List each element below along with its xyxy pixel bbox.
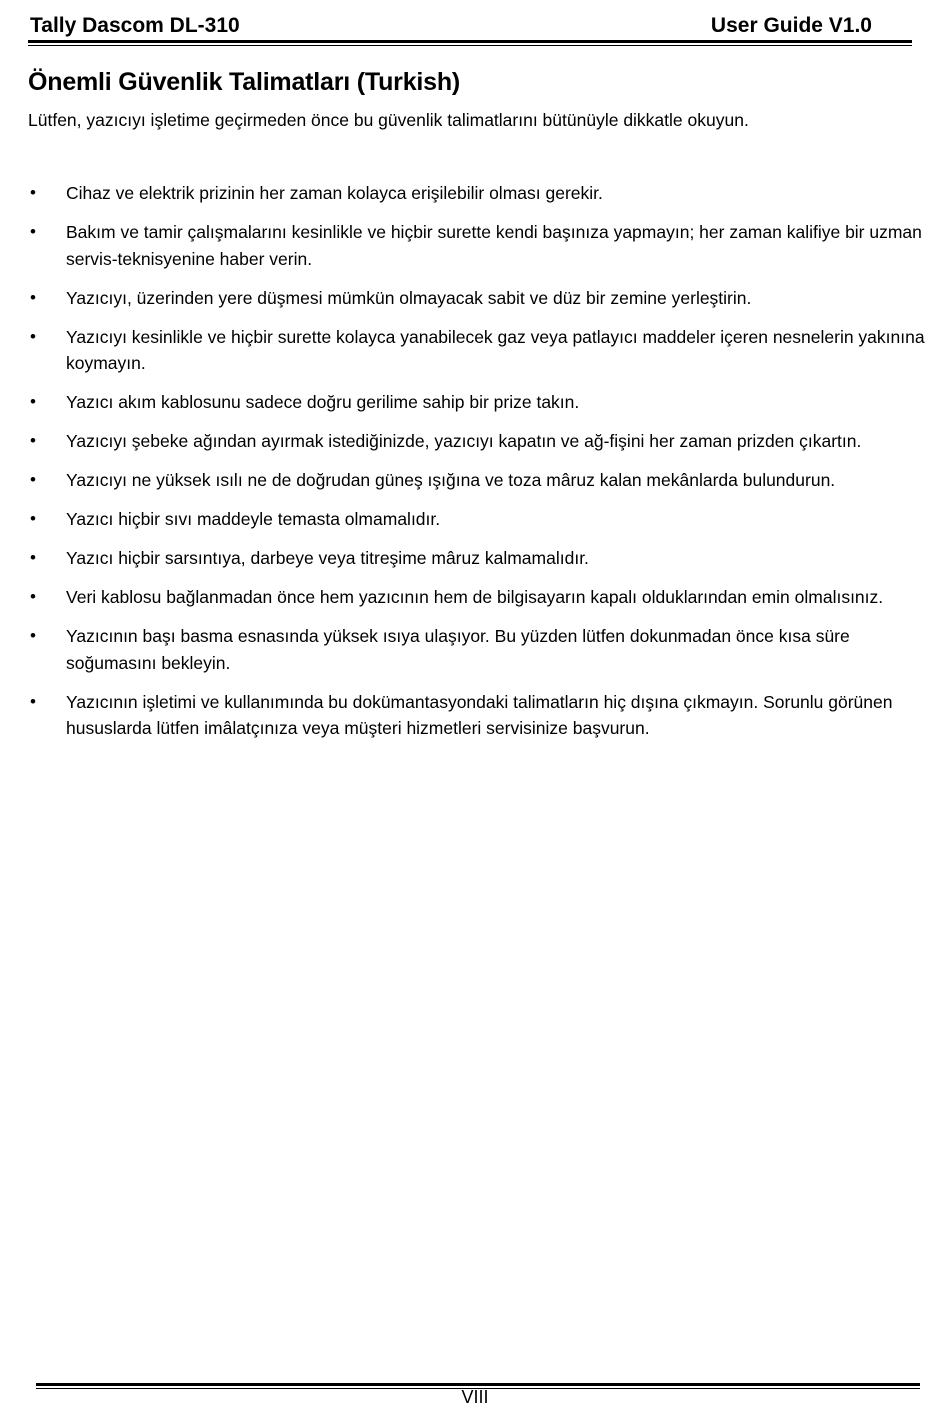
list-item-text: Yazıcıyı, üzerinden yere düşmesi mümkün olmayacak sabit ve düz bir zemine yerleştirin. bbox=[66, 287, 752, 308]
list-item bbox=[28, 180, 928, 207]
bullet-icon: • bbox=[30, 548, 36, 567]
list-item bbox=[28, 467, 928, 494]
list-item bbox=[28, 506, 928, 533]
page-header bbox=[30, 12, 872, 42]
bullet-icon: • bbox=[30, 183, 36, 202]
page-title: Önemli Güvenlik Talimatları (Turkish) bbox=[28, 68, 461, 96]
bullet-icon: • bbox=[30, 431, 36, 450]
bullet-icon: • bbox=[30, 222, 36, 241]
list-item-text: Yazıcı hiçbir sarsıntıya, darbeye veya titreşime mâruz kalmamalıdır. bbox=[66, 548, 589, 568]
list-item bbox=[28, 389, 928, 416]
bullet-icon: • bbox=[30, 392, 36, 411]
list-item-text: Yazıcıyı kesinlikle ve hiçbir surette kolayca yanabilecek gaz veya patlayıcı maddeler içeren nesnelerin yakınına koymayın. bbox=[66, 326, 925, 373]
list-item-text: Veri kablosu bağlanmadan önce hem yazıcının hem de bilgisayarın kapalı olduklarından emin olmalısınız. bbox=[66, 587, 884, 607]
list-item-text: Yazıcıyı şebeke ağından ayırmak istediğinizde, yazıcıyı kapatın ve ağ-fişini her zaman prizden çıkartın. bbox=[66, 431, 862, 451]
header-divider bbox=[28, 40, 912, 46]
header-product-name: Tally Dascom DL-310 bbox=[30, 14, 240, 37]
list-item-text: Yazıcı hiçbir sıvı maddeyle temasta olmamalıdır. bbox=[66, 509, 441, 529]
bullet-icon: • bbox=[30, 287, 36, 307]
list-item bbox=[28, 285, 928, 312]
bullet-icon: • bbox=[30, 509, 36, 528]
list-item bbox=[28, 545, 928, 572]
list-item bbox=[28, 689, 928, 742]
bullet-icon: • bbox=[30, 470, 36, 489]
list-item-text: Yazıcı akım kablosunu sadece doğru gerilime sahip bir prize takın. bbox=[66, 392, 580, 412]
bullet-icon: • bbox=[30, 626, 36, 645]
page-number: VIII bbox=[461, 1387, 489, 1407]
bullet-icon: • bbox=[30, 587, 36, 606]
bullet-icon: • bbox=[30, 691, 36, 711]
header-guide-version: User Guide V1.0 bbox=[710, 14, 872, 37]
list-item bbox=[28, 623, 928, 676]
list-item bbox=[28, 584, 928, 611]
list-item bbox=[28, 428, 928, 455]
page-content bbox=[28, 68, 928, 754]
list-item-text: Cihaz ve elektrik prizinin her zaman kolayca erişilebilir olması gerekir. bbox=[66, 183, 603, 203]
list-item bbox=[28, 324, 928, 377]
bullet-icon: • bbox=[30, 326, 36, 346]
list-item-text: Yazıcıyı ne yüksek ısılı ne de doğrudan güneş ışığına ve toza mâruz kalan mekânlarda bulundurun. bbox=[66, 470, 836, 490]
list-item bbox=[28, 219, 928, 272]
intro-paragraph: Lütfen, yazıcıyı işletime geçirmeden önce bu güvenlik talimatlarını bütünüyle dikkatle okuyun. bbox=[28, 110, 749, 130]
safety-instructions-list bbox=[28, 180, 928, 742]
list-item-text: Yazıcının işletimi ve kullanımında bu dokümantasyondaki talimatların hiç dışına çıkmayın. Sorunlu görünen hususlarda lütfen imâlatçınıza veya müşteri hizmetleri servisinize başvurun. bbox=[66, 691, 893, 738]
list-item-text: Bakım ve tamir çalışmalarını kesinlikle ve hiçbir surette kendi başınıza yapmayın; her zaman kalifiye bir uzman servis-teknisyenine haber verin. bbox=[66, 222, 922, 269]
list-item-text: Yazıcının başı basma esnasında yüksek ısıya ulaşıyor. Bu yüzden lütfen dokunmadan önce kısa süre soğumasını bekleyin. bbox=[66, 626, 850, 673]
